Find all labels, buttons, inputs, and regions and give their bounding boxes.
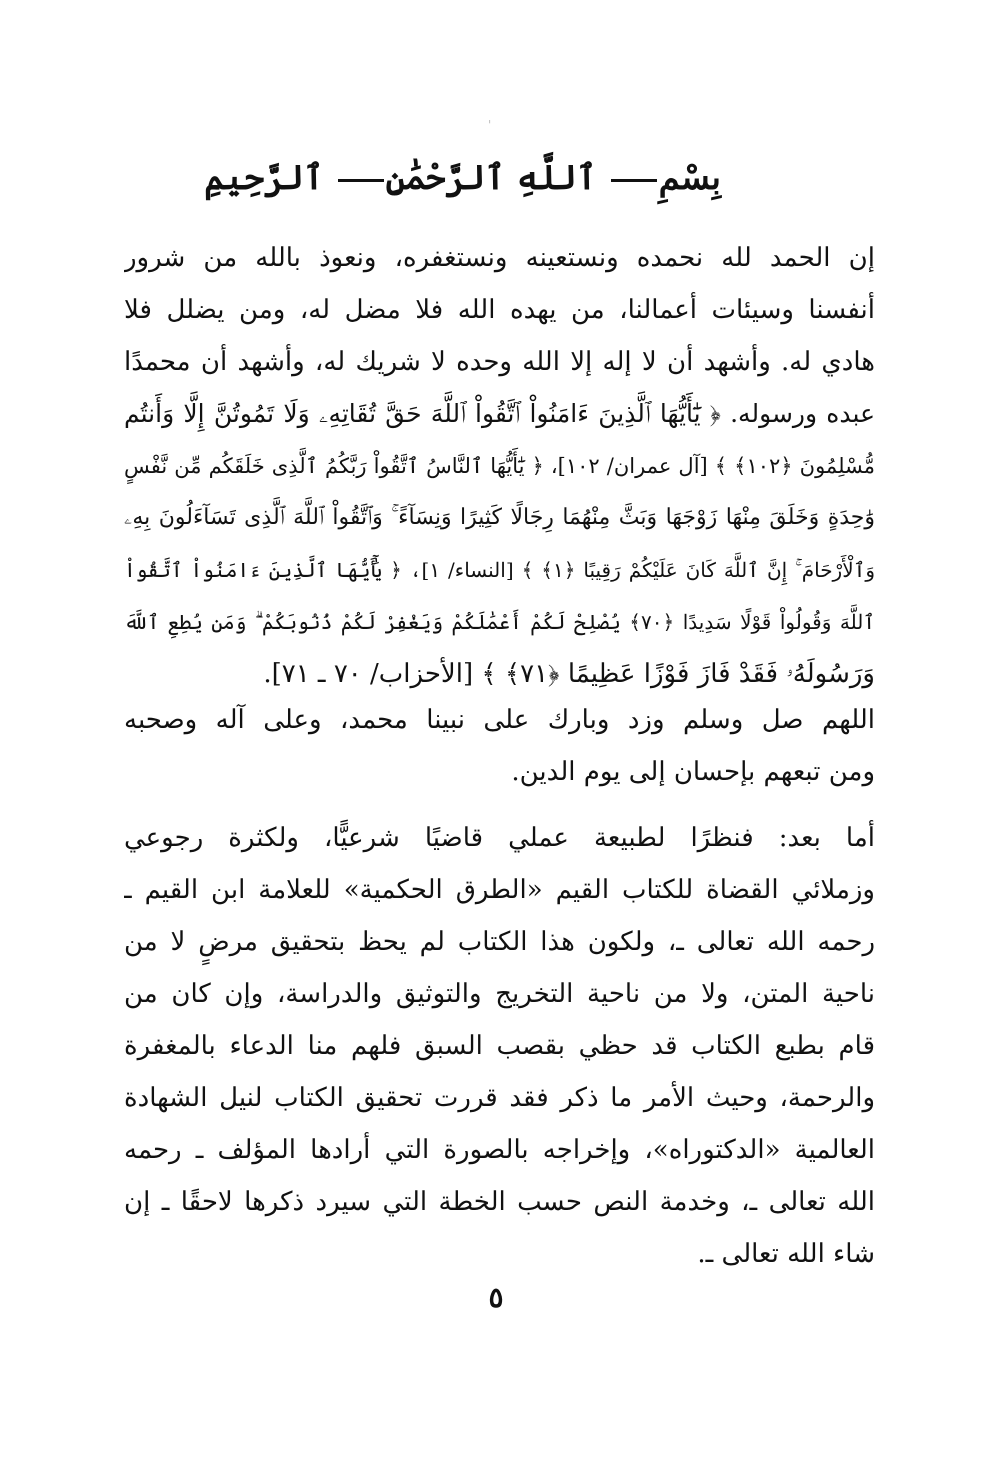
text-line: أما بعد: فنظرًا لطبيعة عملي قاضيًا شرعيًّا، ولكثرة رجوعي	[124, 823, 875, 853]
paragraph-introduction	[124, 812, 875, 1280]
text-line: عبده ورسوله. ﴿ يَٰٓأَيُّهَا ٱلَّذِينَ ءَامَنُواْ ٱتَّقُواْ ٱللَّهَ حَقَّ تُقَاتِهِۦ وَلَا تَمُوتُنَّ إِلَّا وَأَنتُم	[124, 399, 875, 428]
basmala-word-2: ٱللَّهِ ٱلرَّحْمَٰنِ	[385, 158, 597, 198]
text-line: وَٰحِدَةٍ وَخَلَقَ مِنْهَا زَوْجَهَا وَبَثَّ مِنْهُمَا رِجَالًا كَثِيرًا وَنِسَآءً ۚ وَٱتَّقُواْ ٱللَّهَ ٱلَّذِى تَسَآءَلُونَ بِهِۦ	[124, 505, 875, 530]
paragraph-salutation	[124, 694, 875, 798]
text-line: الله تعالى ـ، وخدمة النص حسب الخطة التي سيرد ذكرها لاحقًا ـ إن	[124, 1187, 875, 1217]
text-line: وَرَسُولَهُۥ فَقَدْ فَازَ فَوْزًا عَظِيمًا ﴿٧١﴾ ﴾ [الأحزاب/ ٧٠ ـ ٧١].	[263, 659, 875, 689]
text-line: أنفسنا وسيئات أعمالنا، من يهده الله فلا مضل له، ومن يضلل فلا	[124, 295, 875, 325]
basmala-kashida	[338, 179, 384, 182]
text-line: إن الحمد لله نحمده ونستعينه ونستغفره، ونعوذ بالله من شرور	[124, 243, 875, 273]
basmala-word-1: بِسْمِ	[658, 158, 721, 198]
text-line: والرحمة، وحيث الأمر ما ذكر فقد قررت تحقيق الكتاب لنيل الشهادة	[124, 1083, 875, 1113]
text-line: وزملائي القضاة للكتاب القيم «الطرق الحكمية» للعلامة ابن القيم ـ	[124, 875, 875, 905]
text-line: هادي له. وأشهد أن لا إله إلا الله وحده لا شريك له، وأشهد أن محمدًا	[124, 347, 875, 377]
text-line: ومن تبعهم بإحسان إلى يوم الدين.	[511, 757, 875, 787]
scan-mark: '	[488, 118, 492, 132]
text-line: ناحية المتن، ولا من ناحية التخريج والتوثيق والدراسة، وإن كان من	[124, 979, 875, 1009]
text-line: ٱللَّهَ وَقُولُواْ قَوْلًا سَدِيدًا ﴿٧٠﴾ يُصْلِحْ لَكُمْ أَعْمَٰلَكُمْ وَيَغْفِرْ لَكُمْ ذُنُوبَكُمْ ۗ وَمَن يُطِعِ ٱللَّهَ	[124, 610, 875, 634]
basmala-word-3: ٱلرَّحِيمِ	[204, 158, 324, 198]
text-line: رحمه الله تعالى ـ، ولكون هذا الكتاب لم يحظ بتحقيق مرضٍ لا من	[124, 927, 875, 957]
text-line: العالمية «الدكتوراه»، وإخراجه بالصورة التي أرادها المؤلف ـ رحمه	[124, 1135, 875, 1165]
text-line: وَٱلْأَرْحَامَ ۚ إِنَّ ٱللَّهَ كَانَ عَلَيْكُمْ رَقِيبًا ﴿١﴾ ﴾ [النساء/ ١]، ﴿ يَٰٓأَيُّهَا ٱلَّذِينَ ءَامَنُواْ ٱتَّقُواْ	[124, 558, 875, 582]
basmala-kashida	[611, 179, 657, 182]
basmala-heading	[204, 148, 721, 208]
text-line: شاء الله تعالى ـ.	[697, 1239, 875, 1269]
page-number: ٥	[488, 1281, 504, 1314]
paragraph-opening-praise	[124, 232, 875, 700]
text-line: قام بطبع الكتاب قد حظي بقصب السبق فلهم منا الدعاء بالمغفرة	[124, 1031, 875, 1061]
text-line: اللهم صل وسلم وزد وبارك على نبينا محمد، وعلى آله وصحبه	[124, 705, 875, 735]
text-line: مُّسْلِمُونَ ﴿١٠٢﴾ ﴾ [آل عمران/ ١٠٢]، ﴿ يَٰٓأَيُّهَا ٱلنَّاسُ ٱتَّقُواْ رَبَّكُمُ ٱلَّذِى خَلَقَكُم مِّن نَّفْسٍ	[124, 454, 875, 478]
